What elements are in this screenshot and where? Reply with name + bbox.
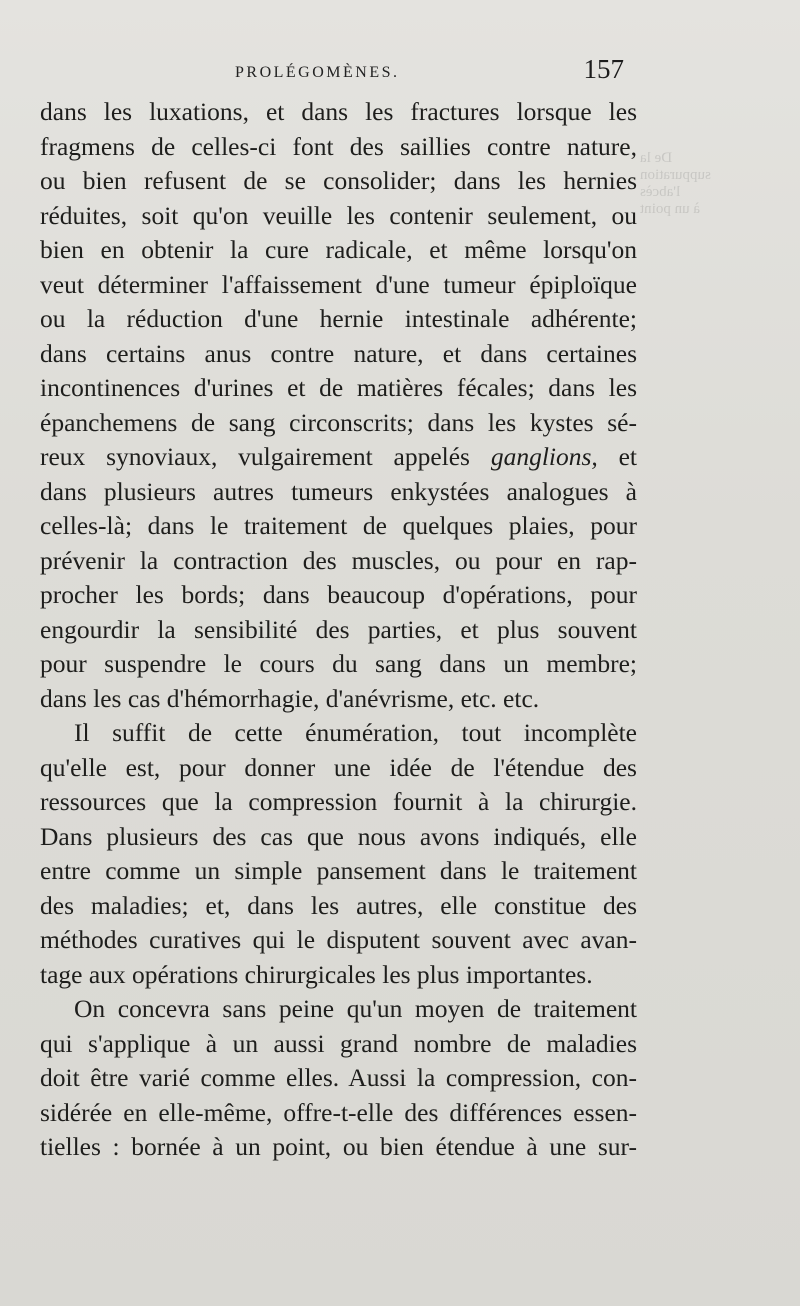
text-line: méthodes curatives qui le disputent souvent avec avan- xyxy=(40,925,637,954)
text-line: pour suspendre le cours du sang dans un membre; xyxy=(40,649,637,678)
text-line: dans les luxations, et dans les fractures lorsque les xyxy=(40,97,637,126)
page-number: 157 xyxy=(583,54,624,84)
text-line: ou la réduction d'une hernie intestinale adhérente; xyxy=(40,304,637,333)
text-line: qu'elle est, pour donner une idée de l'étendue des xyxy=(40,752,637,782)
paragraph xyxy=(40,716,637,992)
text-line: dans les cas d'hémorrhagie, d'anévrisme, etc. etc. xyxy=(40,683,540,713)
bleed-through-text xyxy=(640,150,780,260)
text-line: On concevra sans peine qu'un moyen de traitement xyxy=(74,994,637,1023)
bleed-line: suppuration xyxy=(640,167,711,183)
text-line: engourdir la sensibilité des parties, et plus souvent xyxy=(40,614,637,644)
text-line: incontinences d'urines et de matières fécales; dans les xyxy=(40,373,637,402)
text-line: sidérée en elle-même, offre-t-elle des différences essen- xyxy=(40,1097,637,1127)
text-line: dans certains anus contre nature, et dans certaines xyxy=(40,338,637,368)
text-line: prévenir la contraction des muscles, ou pour en rap- xyxy=(40,545,637,575)
bleed-line: l'abcès xyxy=(640,184,681,200)
text-line: tage aux opérations chirurgicales les plus importantes. xyxy=(40,959,593,989)
text-fragment: et xyxy=(618,442,638,471)
text-line: Dans plusieurs des cas que nous avons indiqués, elle xyxy=(40,821,637,851)
text-line: des maladies; et, dans les autres, elle constitue des xyxy=(40,890,637,920)
text-line: doit être varié comme elles. Aussi la compression, con- xyxy=(40,1063,637,1092)
paragraph xyxy=(40,992,637,1165)
text-line: entre comme un simple pansement dans le traitement xyxy=(40,856,637,885)
text-line: ou bien refusent de se consolider; dans les hernies xyxy=(40,166,637,195)
italic-term: ganglions, xyxy=(490,442,598,471)
text-line: dans plusieurs autres tumeurs enkystées analogues à xyxy=(40,476,637,506)
text-line: celles-là; dans le traitement de quelques plaies, pour xyxy=(40,511,637,540)
text-line: épanchemens de sang circonscrits; dans les kystes sé- xyxy=(40,407,637,437)
text-line-mixed xyxy=(40,440,637,475)
text-line: tielles : bornée à un point, ou bien étendue à une sur- xyxy=(40,1132,637,1161)
text-line: procher les bords; dans beaucoup d'opérations, pour xyxy=(40,580,637,609)
text-fragment: reux synoviaux, vulgairement appelés xyxy=(40,442,470,471)
text-line: réduites, soit qu'on veuille les contenir seulement, ou xyxy=(40,200,637,230)
text-line: Il suffit de cette énumération, tout incomplète xyxy=(74,718,637,747)
text-body xyxy=(40,95,637,1165)
paragraph xyxy=(40,95,637,716)
text-line: qui s'applique à un aussi grand nombre de maladies xyxy=(40,1028,637,1058)
bleed-line: De la xyxy=(640,150,673,166)
text-line: veut déterminer l'affaissement d'une tumeur épiploïque xyxy=(40,269,637,299)
page-header xyxy=(40,54,632,90)
text-line: bien en obtenir la cure radicale, et même lorsqu'on xyxy=(40,235,637,264)
text-line: fragmens de celles-ci font des saillies contre nature, xyxy=(40,131,637,161)
bleed-line: à un point xyxy=(640,201,700,217)
text-line: ressources que la compression fournit à la chirurgie. xyxy=(40,787,637,816)
running-head: PROLÉGOMÈNES. xyxy=(235,64,400,81)
